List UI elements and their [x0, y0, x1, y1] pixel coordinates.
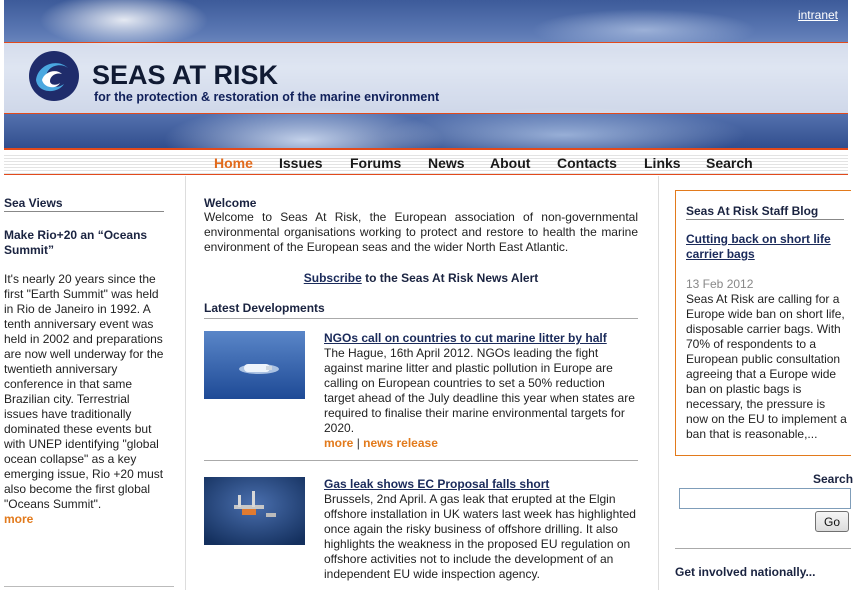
news-body: Brussels, 2nd April. A gas leak that erupted at the Elgin offshore installation in UK waters last week has highlighted once again the risky business of offshore drilling. It also highlights the weakness in the proposed EU regulation on offshore activities not to include the development of an independent EU wide inspection agency. — [324, 492, 636, 581]
news-more-link[interactable]: more — [324, 436, 354, 450]
news-links — [324, 436, 438, 450]
right-divider — [675, 548, 851, 549]
staff-blog-heading: Seas At Risk Staff Blog — [686, 204, 844, 220]
nav-about[interactable]: About — [490, 155, 531, 171]
right-column — [658, 176, 853, 590]
sea-views-article-text: It's nearly 20 years since the first "Earth Summit" was held in Rio de Janeiro in 1992. A tenth anniversary event was held in 2002 and preparations are now well underway for the twentieth anniversary conference in that same Brazilian city. Terrestrial issues have traditionally dominated these events but with UNEP identifying "global ocean collapse" as a key emerging issue, Rio +20 must also become the first global "Oceans Summit". — [4, 272, 164, 511]
news-release-link[interactable]: news release — [363, 436, 438, 450]
blog-post-excerpt: Seas At Risk are calling for a Europe wide ban on short life, disposable carrier bags. With 70% of respondents to a European public consultation agreeing that a Europe wide ban on plastic bags is necessary, the pressure is now on the EU to implement a ban that is reasonable,... — [686, 292, 847, 441]
link-separator: | — [356, 436, 360, 450]
nav-contacts[interactable]: Contacts — [557, 155, 617, 171]
latest-developments-heading: Latest Developments — [204, 301, 638, 319]
main-nav — [4, 153, 848, 175]
nav-search[interactable]: Search — [706, 155, 753, 171]
marine-litter-photo[interactable] — [204, 331, 305, 399]
news-text: The Hague, 16th April 2012. NGOs leading the fight against marine litter and plastic pollution in Europe are calling on European countries to set a 50% reduction target ahead of the July deadline this year when states are required to finalise their marine environmental targets for 2020. — [324, 346, 635, 435]
subscribe-link[interactable]: Subscribe — [303, 271, 362, 285]
news-title-link[interactable]: NGOs call on countries to cut marine litter by half — [324, 331, 607, 345]
subscribe-text: to the Seas At Risk News Alert — [361, 271, 539, 285]
news-title-link[interactable]: Gas leak shows EC Proposal falls short — [324, 477, 550, 491]
header-banner — [4, 0, 848, 150]
left-divider — [4, 586, 174, 587]
intranet-link[interactable]: intranet — [797, 8, 838, 22]
news-body — [324, 346, 638, 451]
blog-post-date: 13 Feb 2012 — [686, 277, 754, 291]
logo-wave-icon[interactable] — [28, 50, 80, 102]
welcome-text: Welcome to Seas At Risk, the European association of non-governmental environmental organisations working to protect and restore to health the marine environment of the European seas and the wider North East Atlantic. — [204, 210, 638, 254]
logo-text[interactable]: SEAS AT RISK — [92, 60, 279, 90]
blog-post-title-link[interactable]: Cutting back on short life carrier bags — [686, 232, 831, 261]
left-column — [0, 176, 186, 590]
nav-news[interactable]: News — [428, 155, 465, 171]
go-button[interactable]: Go — [815, 511, 849, 532]
sea-views-more-link[interactable]: more — [4, 512, 34, 526]
search-label: Search — [813, 472, 853, 486]
staff-blog-box — [675, 190, 851, 456]
welcome-heading: Welcome — [204, 196, 257, 210]
nav-issues[interactable]: Issues — [279, 155, 323, 171]
nav-forums[interactable]: Forums — [350, 155, 402, 171]
nav-links[interactable]: Links — [644, 155, 681, 171]
news-divider — [204, 460, 638, 461]
nav-home[interactable]: Home — [214, 155, 253, 171]
tagline: for the protection & restoration of the marine environment — [94, 90, 440, 104]
sea-views-article-title: Make Rio+20 an “Oceans Summit” — [4, 228, 148, 257]
get-involved-heading: Get involved nationally... — [675, 565, 816, 579]
search-input[interactable] — [679, 488, 851, 509]
subscribe-line — [204, 271, 638, 285]
sea-views-article-body — [4, 272, 166, 527]
header-divider — [4, 148, 848, 150]
gas-leak-photo[interactable] — [204, 477, 305, 545]
sea-views-heading: Sea Views — [4, 196, 164, 212]
